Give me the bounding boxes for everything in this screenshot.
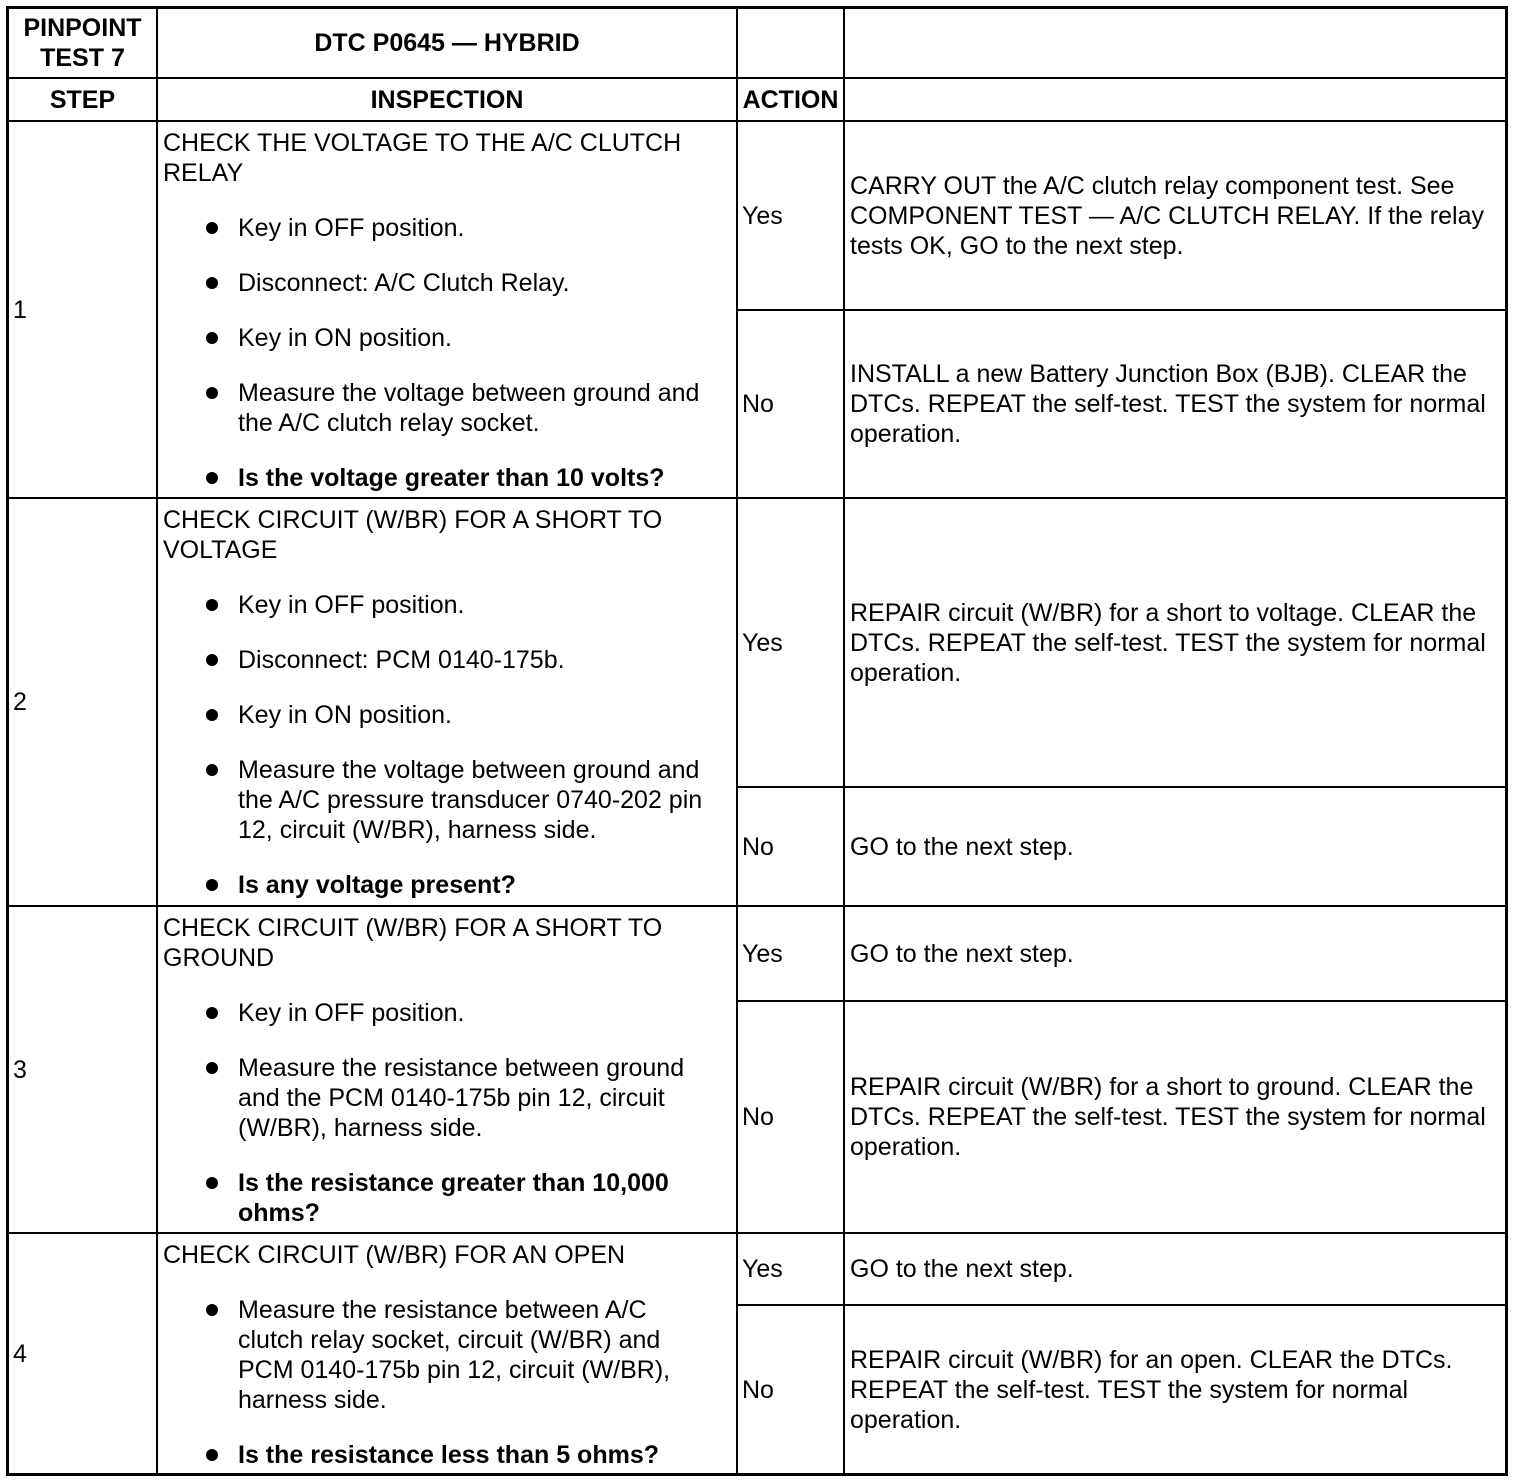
question-text: Is the resistance greater than 10,000 ohms? xyxy=(238,1169,669,1227)
action-yes-label: Yes xyxy=(738,1234,843,1304)
bullet-icon xyxy=(206,1304,218,1316)
bullet-item xyxy=(163,645,732,675)
column-header-inspection: INSPECTION xyxy=(158,79,736,120)
bullet-item xyxy=(163,755,732,845)
bullet-icon xyxy=(206,1177,218,1189)
bullet-icon xyxy=(206,387,218,399)
column-header-action: ACTION xyxy=(738,79,843,120)
inspection-cell xyxy=(158,907,736,1232)
action-no-label: No xyxy=(738,1002,843,1232)
action-yes-result: CARRY OUT the A/C clutch relay component test. See COMPONENT TEST — A/C CLUTCH RELAY. If the relay tests OK, GO to the next step. xyxy=(845,122,1505,309)
bullet-icon xyxy=(206,332,218,344)
question-text: Is the voltage greater than 10 volts? xyxy=(238,464,665,492)
bullet-question xyxy=(163,1440,732,1470)
bullet-text: Key in OFF position. xyxy=(238,591,465,619)
bullet-text: Key in ON position. xyxy=(238,324,452,352)
action-yes-label: Yes xyxy=(738,122,843,309)
bullet-item xyxy=(163,590,732,620)
action-no-result: GO to the next step. xyxy=(845,788,1505,905)
pinpoint-test-table xyxy=(6,6,1508,1476)
bullet-text: Measure the voltage between ground and the A/C pressure transducer 0740-202 pin 12, circuit (W/BR), harness side. xyxy=(238,756,703,844)
step-heading: CHECK CIRCUIT (W/BR) FOR A SHORT TO GROUND xyxy=(163,914,663,972)
action-no-result: INSTALL a new Battery Junction Box (BJB). CLEAR the DTCs. REPEAT the self-test. TEST the system for normal operation. xyxy=(845,311,1505,497)
action-no-label: No xyxy=(738,788,843,905)
bullet-icon xyxy=(206,764,218,776)
step-number: 4 xyxy=(9,1234,156,1473)
bullet-icon xyxy=(206,472,218,484)
bullet-text: Disconnect: PCM 0140-175b. xyxy=(238,646,565,674)
bullet-icon xyxy=(206,1449,218,1461)
bullet-icon xyxy=(206,879,218,891)
bullet-item xyxy=(163,700,732,730)
action-yes-label: Yes xyxy=(738,907,843,1000)
blank-header-cell xyxy=(845,79,1505,120)
bullet-icon xyxy=(206,654,218,666)
action-yes-result: GO to the next step. xyxy=(845,907,1505,1000)
bullet-text: Key in OFF position. xyxy=(238,999,465,1027)
bullet-item xyxy=(163,1295,732,1415)
bullet-question xyxy=(163,870,732,900)
step-heading: CHECK CIRCUIT (W/BR) FOR AN OPEN xyxy=(163,1241,626,1269)
bullet-item xyxy=(163,1053,732,1143)
bullet-text: Measure the resistance between ground and the PCM 0140-175b pin 12, circuit (W/BR), harness side. xyxy=(238,1054,685,1142)
step-number: 3 xyxy=(9,907,156,1232)
step-heading: CHECK CIRCUIT (W/BR) FOR A SHORT TO VOLTAGE xyxy=(163,506,663,564)
step-heading: CHECK THE VOLTAGE TO THE A/C CLUTCH RELAY xyxy=(163,129,682,187)
bullet-text: Disconnect: A/C Clutch Relay. xyxy=(238,269,570,297)
action-no-label: No xyxy=(738,1306,843,1473)
column-header-step: STEP xyxy=(9,79,156,120)
bullet-item xyxy=(163,378,732,438)
inspection-cell xyxy=(158,499,736,905)
action-no-result: REPAIR circuit (W/BR) for an open. CLEAR the DTCs. REPEAT the self-test. TEST the system for normal operation. xyxy=(845,1306,1505,1473)
bullet-question xyxy=(163,1168,732,1228)
bullet-item xyxy=(163,268,732,298)
bullet-text: Measure the voltage between ground and the A/C clutch relay socket. xyxy=(238,379,700,437)
bullet-icon xyxy=(206,1007,218,1019)
bullet-text: Key in ON position. xyxy=(238,701,452,729)
blank-header-cell xyxy=(738,9,843,77)
step-number: 1 xyxy=(9,122,156,497)
action-yes-label: Yes xyxy=(738,499,843,786)
action-yes-result: REPAIR circuit (W/BR) for a short to voltage. CLEAR the DTCs. REPEAT the self-test. TEST the system for normal operation. xyxy=(845,499,1505,786)
inspection-cell xyxy=(158,122,736,497)
bullet-item xyxy=(163,323,732,353)
bullet-icon xyxy=(206,222,218,234)
bullet-icon xyxy=(206,1062,218,1074)
bullet-icon xyxy=(206,709,218,721)
inspection-cell xyxy=(158,1234,736,1473)
bullet-text: Key in OFF position. xyxy=(238,214,465,242)
bullet-icon xyxy=(206,277,218,289)
question-text: Is any voltage present? xyxy=(238,871,516,899)
bullet-item xyxy=(163,998,732,1028)
action-yes-result: GO to the next step. xyxy=(845,1234,1505,1304)
step-number: 2 xyxy=(9,499,156,905)
bullet-item xyxy=(163,213,732,243)
pinpoint-test-label: PINPOINT TEST 7 xyxy=(9,9,156,77)
bullet-question xyxy=(163,463,732,493)
dtc-title: DTC P0645 — HYBRID xyxy=(158,9,736,77)
bullet-icon xyxy=(206,599,218,611)
bullet-text: Measure the resistance between A/C clutch relay socket, circuit (W/BR) and PCM 0140-175b pin 12, circuit (W/BR), harness side. xyxy=(238,1296,671,1414)
action-no-result: REPAIR circuit (W/BR) for a short to ground. CLEAR the DTCs. REPEAT the self-test. TEST the system for normal operation. xyxy=(845,1002,1505,1232)
blank-header-cell xyxy=(845,9,1505,77)
action-no-label: No xyxy=(738,311,843,497)
question-text: Is the resistance less than 5 ohms? xyxy=(238,1441,659,1469)
